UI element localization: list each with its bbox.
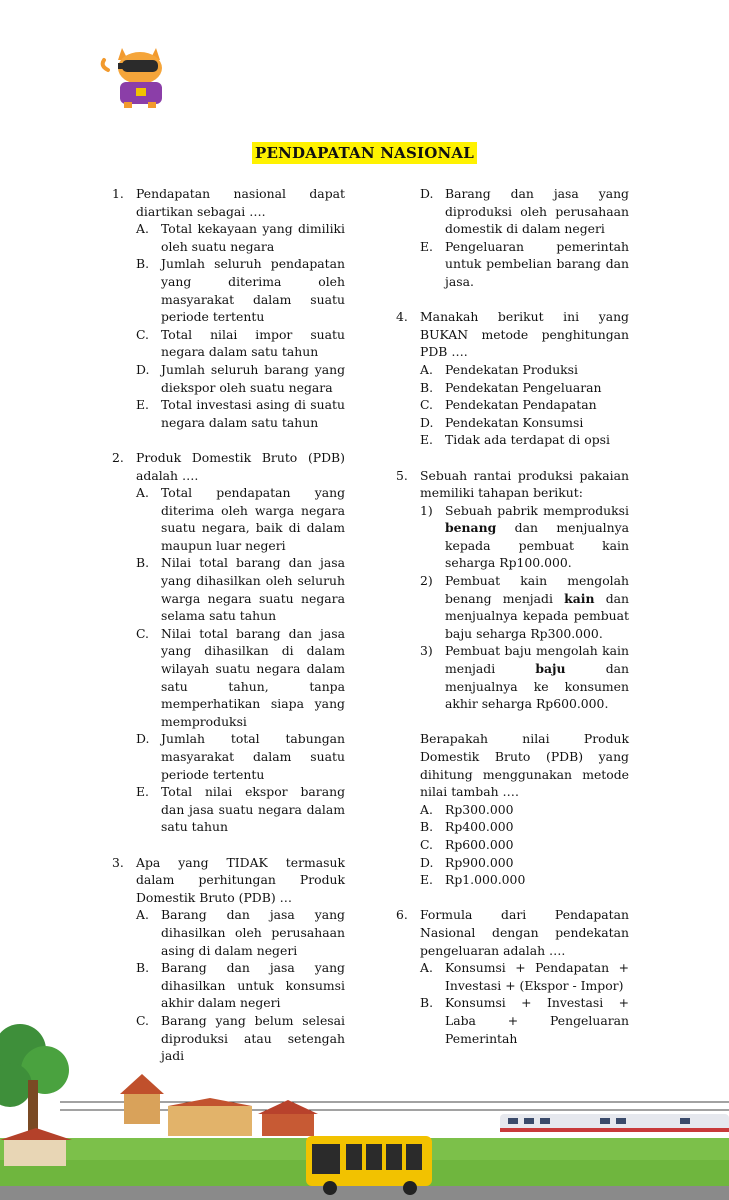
question-text: Pendapatan nasional dapat diartikan sebagai …. xyxy=(136,186,345,219)
option-a: A. Total pendapatan yang diterima oleh warga negara suatu negara, baik di dalam maupun luar negeri xyxy=(136,485,345,553)
question-5 xyxy=(396,467,629,889)
question-number: 4. xyxy=(396,309,408,325)
question-number: 6. xyxy=(396,907,408,923)
question-text: Sebuah rantai produksi pakaian memiliki tahapan berikut: xyxy=(420,467,629,501)
option-e: E. Rp1.000.000 xyxy=(420,872,526,888)
question-number: 2. xyxy=(112,449,124,465)
question-text: Manakah berikut ini yang BUKAN metode penghitungan PDB …. xyxy=(420,309,629,360)
option-b: B. Nilai total barang dan jasa yang dihasilkan oleh seluruh warga negara suatu negara selama satu tahun xyxy=(136,555,345,624)
option-c: C. Pendekatan Pendapatan xyxy=(420,397,597,413)
right-column xyxy=(396,185,629,1047)
step-1: 1) Sebuah pabrik memproduksi benang dan menjualnya kepada pembuat kain seharga Rp100.000. xyxy=(420,502,629,571)
question-prompt: Berapakah nilai Produk Domestik Bruto (PDB) yang dihitung menggunakan metode nilai tambah …. xyxy=(420,731,629,800)
option-d: D. Barang dan jasa yang diproduksi oleh perusahaan domestik di dalam negeri xyxy=(420,186,629,237)
option-c: C. Barang yang belum selesai diproduksi atau setengah jadi xyxy=(136,1012,345,1064)
question-4 xyxy=(396,308,629,449)
option-e: E. Total investasi asing di suatu negara dalam satu tahun xyxy=(136,397,345,430)
option-b: B. Rp400.000 xyxy=(420,819,514,835)
left-column xyxy=(112,185,345,1065)
option-e: E. Pengeluaran pemerintah untuk pembelian barang dan jasa. xyxy=(420,238,629,289)
option-d: D. Pendekatan Konsumsi xyxy=(420,414,584,430)
option-c: C. Total nilai impor suatu negara dalam satu tahun xyxy=(136,326,345,360)
question-number: 1. xyxy=(112,186,124,201)
question-text: Produk Domestik Bruto (PDB) adalah …. xyxy=(136,449,345,483)
option-e: E. Total nilai ekspor barang dan jasa suatu negara dalam satu tahun xyxy=(136,784,345,835)
question-text: Formula dari Pendapatan Nasional dengan pendekatan pengeluaran adalah …. xyxy=(420,907,629,958)
question-3-continued xyxy=(420,185,629,291)
city-scenery-illustration xyxy=(0,1010,729,1200)
option-c: C. Rp600.000 xyxy=(420,836,514,852)
option-a: A. Pendekatan Produksi xyxy=(420,361,578,377)
option-b: B. Konsumsi + Investasi + Laba + Pengeluaran Pemerintah xyxy=(420,995,629,1046)
page-title: PENDAPATAN NASIONAL xyxy=(0,143,729,162)
step-3: 3) Pembuat baju mengolah kain menjadi baju dan menjualnya ke konsumen akhir seharga Rp600.000. xyxy=(420,643,629,712)
option-a: A. Konsumsi + Pendapatan + Investasi + (Ekspor - Impor) xyxy=(420,960,629,993)
option-c: C. Nilai total barang dan jasa yang dihasilkan di dalam wilayah suatu negara dalam satu tahun, tanpa memperhatikan siapa yang memproduksi xyxy=(136,625,345,729)
question-number: 5. xyxy=(396,467,408,483)
question-1 xyxy=(112,185,345,431)
option-b: B. Pendekatan Pengeluaran xyxy=(420,379,602,395)
step-2: 2) Pembuat kain mengolah benang menjadi kain dan menjualnya kepada pembuat baju seharga Rp300.000. xyxy=(420,573,629,641)
question-2 xyxy=(112,449,345,836)
option-d: D. Rp900.000 xyxy=(420,854,514,870)
option-a: A. Total kekayaan yang dimiliki oleh suatu negara xyxy=(136,221,345,254)
question-text: Apa yang TIDAK termasuk dalam perhitungan Produk Domestik Bruto (PDB) … xyxy=(136,854,345,905)
cat-mascot-icon xyxy=(100,40,172,112)
question-number: 3. xyxy=(112,854,124,870)
option-b: B. Barang dan jasa yang dihasilkan untuk konsumsi akhir dalam negeri xyxy=(136,960,345,1011)
option-d: D. Jumlah seluruh barang yang diekspor oleh suatu negara xyxy=(136,361,345,395)
option-d: D. Jumlah total tabungan masyarakat dalam suatu periode tertentu xyxy=(136,731,345,782)
option-b: B. Jumlah seluruh pendapatan yang diterima oleh masyarakat dalam suatu periode tertentu xyxy=(136,256,345,325)
option-a: A. Barang dan jasa yang dihasilkan oleh perusahaan asing di dalam negeri xyxy=(136,907,345,958)
option-e: E. Tidak ada terdapat di opsi xyxy=(420,432,610,448)
option-a: A. Rp300.000 xyxy=(420,801,514,817)
